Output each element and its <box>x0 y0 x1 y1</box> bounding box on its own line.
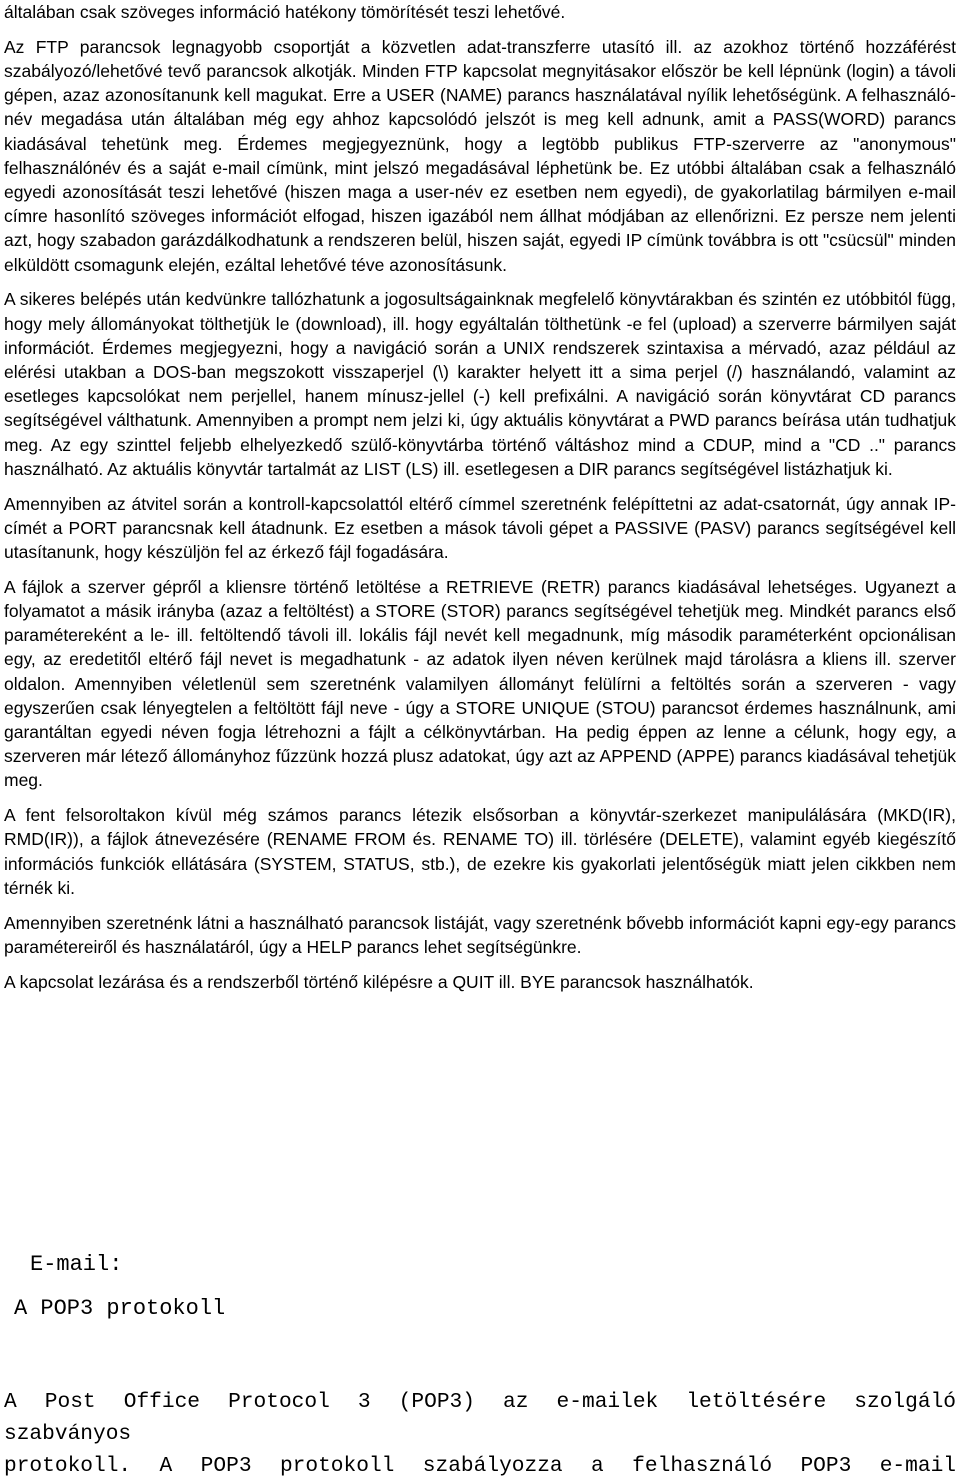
section-heading-pop3: A POP3 protokoll <box>14 1296 226 1321</box>
paragraph-ftp-commands: Az FTP parancsok legnagyobb csoportját a közvetlen adat-transzferre utasító ill. az azokhoz történő hozzáférést szabályozó/lehetővé tevő parancsok alkotják. Minden FTP kapcsolat megnyitásakor először be kell lépnünk (login) a távoli gépen, azaz azonosítanunk kell magukat. Erre a USER (NAME) parancs használatával nyílik lehetőségünk. A felhasználó-név megadása után általában még egy ahhoz kapcsolódó jelszót is meg kell adnunk, amit a PASS(WORD) parancs kiadásával tehetünk meg. Érdemes megjegyeznünk, hogy a legtöbb publikus FTP-szerverre az "anonymous" felhasználónév és a saját e-mail címünk, mint jelszó megadásával léphetünk be. Ez utóbbi általában csak a felhasználó egyedi azonosítását teszi lehetővé (hiszen maga a user-név ez esetben nem egyedi), de gyakorlatilag bármilyen e-mail címre hasonlító szöveges információt elfogad, hiszen igazából nem állhat módjában az ellenőrizni. Ez persze nem jelenti azt, hogy szabadon garázdálkodhatunk a rendszeren belül, hiszen saját, egyedi IP címünk továbbra is ott "csücsül" minden elküldött csomagunk elején, ezáltal lehetővé téve azonosításunk. <box>4 36 956 275</box>
paragraph-navigation: A sikeres belépés után kedvünkre tallózhatunk a jogosultságainknak megfelelő könyvtárakban és szintén ez utóbbitól függ, hogy mely állományokat tölthetjük le (download), ill. hogy egyáltalán tölthetünk -e fel (upload) a szerverre bármilyen saját információt. Érdemes megjegyezni, hogy a navigáció során a UNIX rendszerek szintaxisa a mérvadó, azaz például az elérési utakban a DOS-ban megszokott visszaperjel (\) karakter helyett itt a sima perjel (/) használandó, valamint az esetleges kapcsolókat nem perjellel, hanem mínusz-jellel (-) kell prefixálni. A navigáció során könyvtárat CD parancs segítségével válthatunk. Amennyiben a prompt nem jelzi ki, úgy aktuális könyvtárat a PWD parancs beírása után tudhatjuk meg. Az egy szinttel feljebb elhelyezkedő szülő-könyvtárba történő váltáshoz mind a CDUP, mind a "CD .." parancs használható. Az aktuális könyvtár tartalmát az LIST (LS) ill. esetlegesen a DIR parancs segítségével listázhatjuk ki. <box>4 289 956 479</box>
paragraph-other-commands: A fent felsoroltakon kívül még számos parancs létezik elsősorban a könyvtár-szerkezet manipulálására (MKD(IR), RMD(IR)), a fájlok átnevezésére (RENAME FROM és. RENAME TO) ill. törlésére (DELETE), valamint egyéb kiegészítő információs funkciók ellátására (SYSTEM, STATUS, stb.), de ezekre kis gyakorlati jelentőségük miatt jelen cikkben nem térnék ki. <box>4 805 956 898</box>
document-body <box>4 0 956 1004</box>
paragraph-intro-fragment: általában csak szöveges információ hatékony tömörítését teszi lehetővé. <box>4 2 566 22</box>
section-heading-email: E-mail: <box>30 1252 123 1277</box>
paragraph-pop3-intro <box>4 1386 956 1482</box>
paragraph-port-pasv: Amennyiben az átvitel során a kontroll-kapcsolattól eltérő címmel szeretnénk felépíttetni az adat-csatornát, úgy annak IP-címét a PORT parancsnak kell átadnunk. Ez esetben a mások távoli gépet a PASSIVE (PASV) parancs segítségével kell utasítanunk, hogy készüljön fel az érkező fájl fogadására. <box>4 493 956 563</box>
paragraph-retrieve-store: A fájlok a szerver gépről a kliensre történő letöltése a RETRIEVE (RETR) parancs kiadásával lehetséges. Ugyanezt a folyamatot a másik irányba (azaz a feltöltést) a STORE (STOR) parancs segítségével tehetjük meg. Mindkét parancs első paramétereként a le- ill. feltöltendő távoli ill. lokális fájl nevét kell megadnunk, míg második paraméterként opcionálisan egy, az eredetitől eltérő fájl nevet is megadhatunk - az adatok ilyen néven kerülnek majd tárolásra a kliens ill. szerver oldalon. Amennyiben véletlenül sem szeretnénk valamilyen állományt felülírni a feltöltés során a szerveren - vagy egyszerűen csak lényegtelen a feltöltött fájl neve - úgy a STORE UNIQUE (STOU) parancsot érdemes használnunk, ami garantáltan egyedi néven fogja létrehozni a fájlt a célkönyvtárban. Ha pedig éppen az lenne a célunk, hogy egy, a szerveren már létező állományhoz fűzzünk hozzá plusz adatokat, úgy azt az APPEND (APPE) parancs kiadásával tehetjük meg. <box>4 576 956 791</box>
paragraph-quit: A kapcsolat lezárása és a rendszerből történő kilépésre a QUIT ill. BYE parancsok használhatók. <box>4 971 754 992</box>
paragraph-help: Amennyiben szeretnénk látni a használható parancsok listáját, vagy szeretnénk bővebb információt kapni egy-egy parancs paramétereiről és használatáról, úgy a HELP parancs lehet segítségünkre. <box>4 912 956 957</box>
pop3-intro-line: protokoll. A POP3 protokoll szabályozza a felhasználó POP3 e-mail <box>4 1454 956 1478</box>
pop3-intro-line: A Post Office Protocol 3 (POP3) az e-mailek letöltésére szolgáló szabványos <box>4 1390 956 1446</box>
